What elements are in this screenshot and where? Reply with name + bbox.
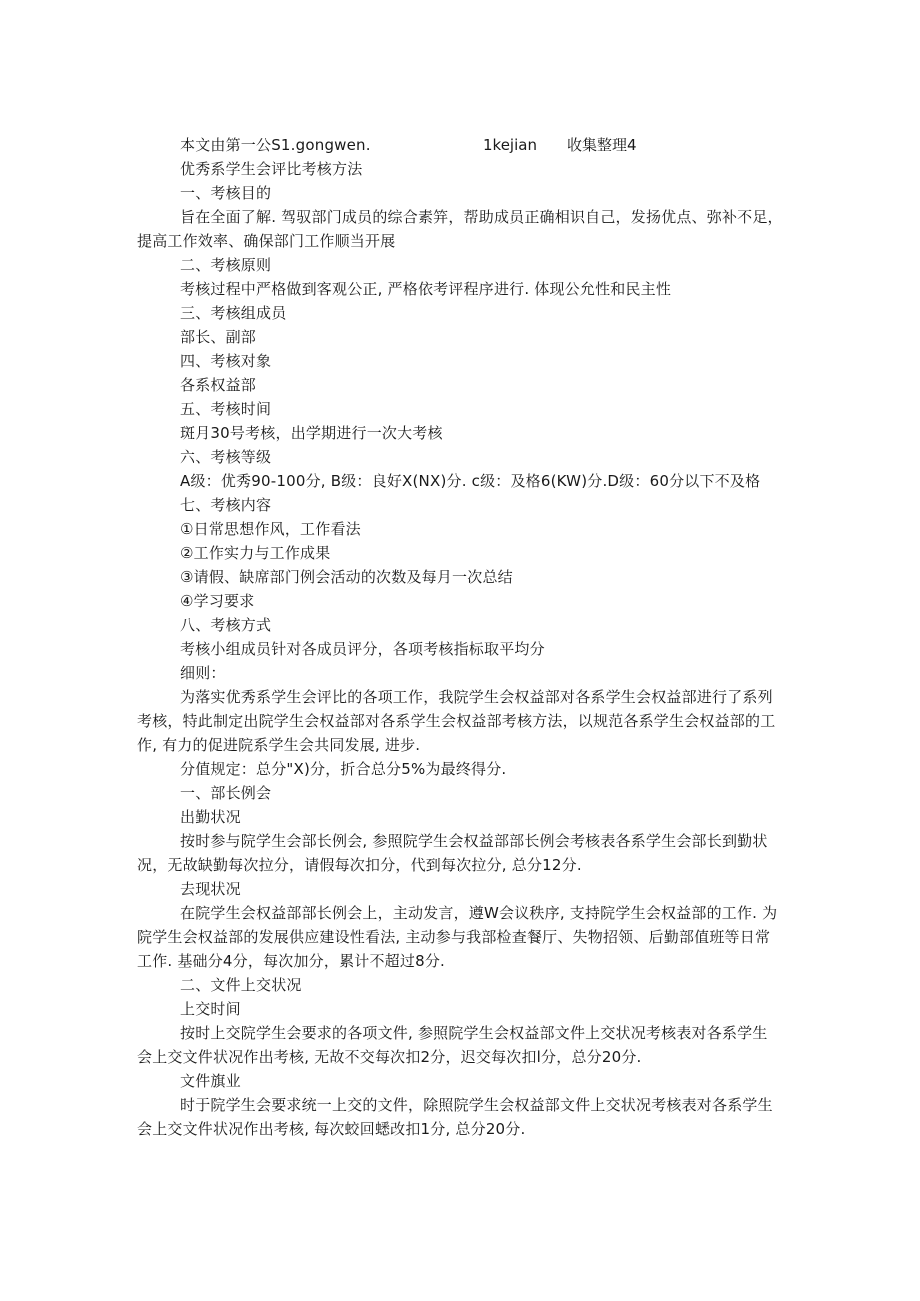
paragraph-line: 考核过程中严格做到客观公正, 严格依考评程序进行. 体现公允性和民主性 <box>180 280 672 298</box>
paragraph-line: 按时参与院学生会部长例会, 参照院学生会权益部部长例会考核表各系学生会部长到勤状 <box>180 832 768 850</box>
section-heading-8: 八、考核方式 <box>180 616 272 634</box>
section-heading-7: 七、考核内容 <box>180 496 272 514</box>
paragraph-line: 会上交文件状况作出考核, 每次蛟回蟋改扣1分, 总分20分. <box>137 1120 526 1138</box>
section-heading-5: 五、考核时间 <box>180 400 272 418</box>
section-heading-3: 三、考核组成员 <box>180 304 287 322</box>
list-item: ②工作实力与工作成果 <box>180 544 331 562</box>
item-heading: 出勤状况 <box>180 808 241 826</box>
paragraph-line: 院学生会权益部的发展供应建设性看法, 主动参与我部检查餐厅、失物招领、后勤部值班等日常 <box>137 928 771 946</box>
subsection-heading-2: 二、文件上交状况 <box>180 976 302 994</box>
list-item: ③请假、缺席部门例会活动的次数及每月一次总结 <box>180 568 513 586</box>
header-source-part2: 1kejian <box>483 136 537 154</box>
item-heading: 文件旗业 <box>180 1072 241 1090</box>
paragraph-line: 提高工作效率、确保部门工作顺当开展 <box>137 232 396 250</box>
paragraph-line: 部长、副部 <box>180 328 257 346</box>
paragraph-line: 在院学生会权益部部长例会上，主动发言，遵W会议秩序, 支持院学生会权益部的工作. 为 <box>180 904 778 922</box>
document-title: 优秀系学生会评比考核方法 <box>180 160 363 178</box>
paragraph-line: A级：优秀90-100分, B级：良好X(NX)分. c级：及格6(KW)分.D级：60分以下不及格 <box>180 472 761 490</box>
item-heading: 上交时间 <box>180 1000 241 1018</box>
paragraph-line: 况，无故缺勤每次拉分，请假每次扣分，代到每次拉分, 总分12分. <box>137 856 582 874</box>
paragraph-line: 各系权益部 <box>180 376 257 394</box>
section-heading-6: 六、考核等级 <box>180 448 272 466</box>
item-heading: 去现状况 <box>180 880 241 898</box>
paragraph-line: 考核，特此制定出院学生会权益部对各系学生会权益部考核方法，以规范各系学生会权益部的工 <box>137 712 776 730</box>
rules-heading: 细则： <box>180 664 226 682</box>
subsection-heading-1: 一、部长例会 <box>180 784 272 802</box>
list-item: ①日常思想作风，工作看法 <box>180 520 361 538</box>
paragraph-line: 会上交文件状况作出考核, 无故不交每次扣2分，迟交每次扣l分，总分20分. <box>137 1048 642 1066</box>
paragraph-line: 为落实优秀系学生会评比的各项工作，我院学生会权益部对各系学生会权益部进行了系列 <box>180 688 773 706</box>
paragraph-line: 按时上交院学生会要求的各项文件, 参照院学生会权益部文件上交状况考核表对各系学生 <box>180 1024 768 1042</box>
header-source-part3: 收集整理4 <box>567 136 637 154</box>
section-heading-4: 四、考核对象 <box>180 352 272 370</box>
paragraph-line: 分值规定：总分"X)分，折合总分5%为最终得分. <box>180 760 507 778</box>
paragraph-line: 斑月30号考核，出学期进行一次大考核 <box>180 424 443 442</box>
paragraph-line: 工作. 基础分4分，每次加分，累计不超过8分. <box>137 952 445 970</box>
section-heading-1: 一、考核目的 <box>180 184 272 202</box>
section-heading-2: 二、考核原则 <box>180 256 272 274</box>
paragraph-line: 作, 有力的促进院系学生会共同发展, 进步. <box>137 736 421 754</box>
paragraph-line: 时于院学生会要求统一上交的文件，除照院学生会权益部文件上交状况考核表对各系学生 <box>180 1096 773 1114</box>
paragraph-line: 旨在全面了解. 驾驭部门成员的综合素笄，帮助成员正确相识自己，发扬优点、弥补不足， <box>180 208 783 226</box>
list-item: ④学习要求 <box>180 592 255 610</box>
header-source-part1: 本文由第一公S1.gongwen. <box>180 136 371 154</box>
paragraph-line: 考核小组成员针对各成员评分，各项考核指标取平均分 <box>180 640 545 658</box>
